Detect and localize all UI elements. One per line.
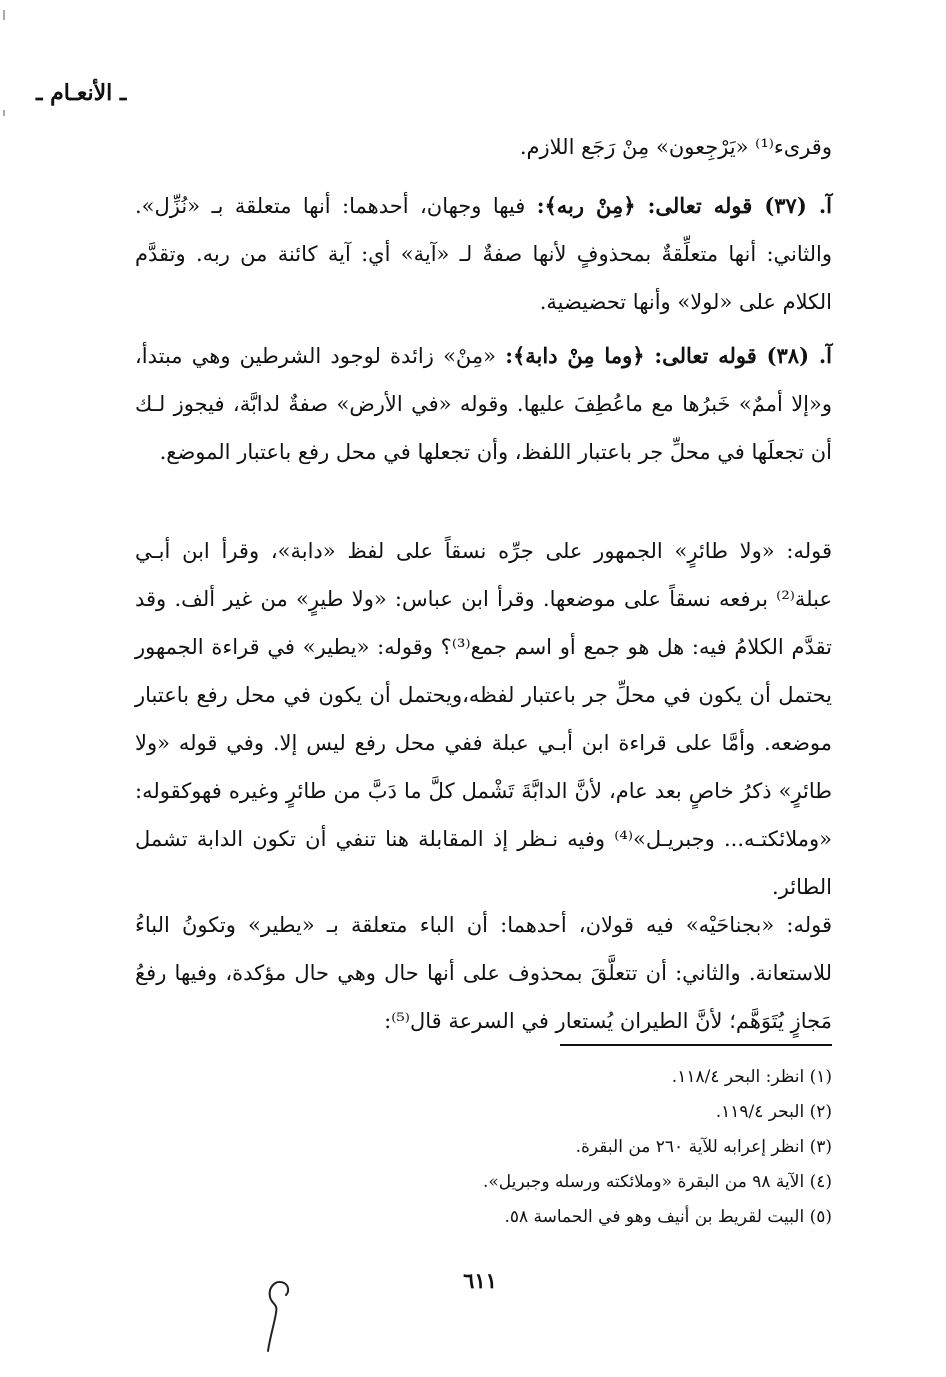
verse-heading: آ. (٣٨) قوله تعالى: ﴿وما مِنْ دابة﴾: — [505, 343, 832, 368]
paragraph-text: وقرىء⁽¹⁾ «يَرْجِعون» مِنْ رَجَع اللازم. — [519, 135, 832, 159]
scan-edge-mark — [0, 0, 8, 1377]
footnote-separator — [560, 1044, 832, 1046]
footnote-2: (٢) البحر ١١٩/٤. — [715, 1102, 832, 1122]
paragraph-bijanahayh — [135, 901, 832, 1045]
footnote-3: (٣) انظر إعرابه للآية ٢٦٠ من البقرة. — [575, 1137, 832, 1157]
paragraph-wala-taair — [135, 527, 832, 911]
footnote-4: (٤) الآية ٩٨ من البقرة «وملائكته ورسله وجبريل». — [482, 1172, 832, 1192]
running-header: ـ الأنعـام ـ — [36, 80, 127, 106]
page-number: ٦١١ — [463, 1268, 497, 1293]
verse-heading: آ. (٣٧) قوله تعالى: ﴿مِنْ ربه﴾: — [536, 193, 832, 218]
paragraph-text: قوله: «ولا طائرٍ» الجمهور على جرِّه نسقاً على لفظ «دابة»، وقرأ ابن أبـي عبلة⁽²⁾ برفعه نسقاً على موضعها. وقرأ ابن عباس: «ولا طيرٍ» من غير ألف. وقد تقدَّم الكلامُ فيه: هل هو جمع أو اسم جمع⁽³⁾؟ وقوله: «يطير» في قراءة الجمهور يحتمل أن يكون في محلِّ جر باعتبار لفظه،ويحتمل أن يكون في محل رفع باعتبار موضعه. وأمَّا على قراءة ابن أبـي عبلة ففي محل رفع ليس إلا. وفي قوله «ولا طائرٍ» ذكرُ خاصٍ بعد عام، لأنَّ الدابَّةَ تَشْمل كلَّ ما دَبَّ من طائرٍ وغيره فهوكقوله: «وملائكتـه... وجبريـل»⁽⁴⁾ وفيه نـظر إذ المقابلة هنا تنفي أن تكون الدابة تشمل الطائر. — [135, 539, 832, 899]
paragraph-text: «مِنْ» زائدة لوجود الشرطين وهي مبتدأ، و«إلا أممٌ» خَبرُها مع ماعُطِفَ عليها. وقوله «في الأرض» صفةٌ لدابَّة، فيجوز لـك أن تجعلَها في محلِّ جر باعتبار اللفظ، وأن تجعلها في محل رفع باعتبار الموضع. — [135, 344, 832, 464]
paragraph-text: قوله: «بجناحَيْه» فيه قولان، أحدهما: أن الباء متعلقة بـ «يطير» وتكونُ الباءُ للاستعانة. والثاني: أن تتعلَّقَ بمحذوف على أنها حال وهي حال مؤكدة، وفيها رفعُ مَجازٍ يُتَوَهَّم؛ لأنَّ الطيران يُستعار في السرعة قال⁽⁵⁾: — [135, 913, 832, 1033]
paragraph-text: فيها وجهان، أحدهما: أنها متعلقة بـ «نُزِّل». والثاني: أنها متعلِّقةٌ بمحذوفٍ لأنها صفةٌ لـ «آية» أي: آية كائنة من ربه. وتقدَّم الكلام على «لولا» وأنها تحضيضية. — [135, 194, 832, 314]
footnote-5: (٥) البيت لقريط بن أنيف وهو في الحماسة ٥٨. — [504, 1207, 832, 1227]
paragraph-intro — [135, 123, 832, 171]
paragraph-verse-37 — [135, 182, 832, 326]
footnotes — [412, 1060, 832, 1235]
paragraph-verse-38 — [135, 332, 832, 476]
footnote-1: (١) انظر: البحر ١١٨/٤. — [671, 1067, 832, 1087]
handwritten-mark — [248, 1275, 308, 1355]
